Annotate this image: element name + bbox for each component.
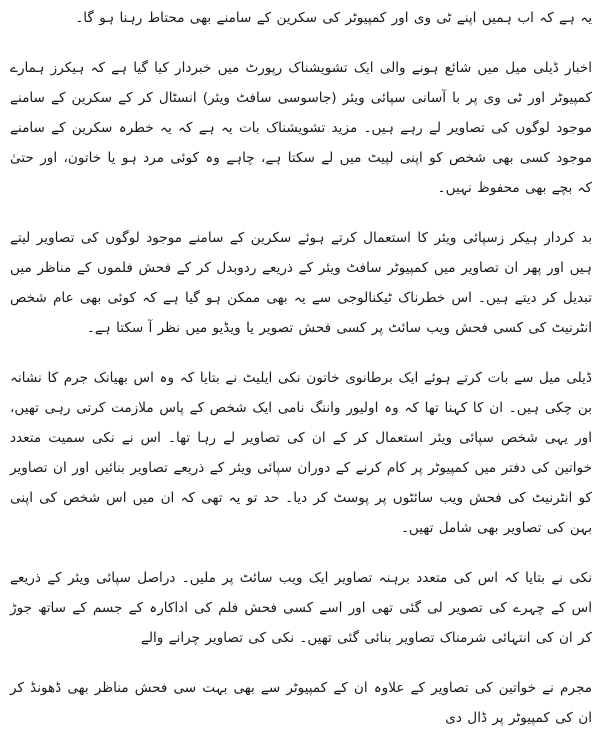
article-paragraph-1: یہ ہے کہ اب ہمیں اپنے ٹی وی اور کمپیوٹر کی سکرین کے سامنے بھی محتاط رہنا ہو گا۔ bbox=[75, 10, 592, 26]
article-paragraph-6: مجرم نے خواتین کی تصاویر کے علاوہ ان کے کمپیوٹر سے بھی بہت سی فحش مناظر بھی ڈھونڈ کر ان کی کمپیوٹر پر ڈال دی bbox=[10, 680, 592, 726]
article-paragraph-5: نکی نے بتایا کہ اس کی متعدد برہنہ تصاویر ایک ویب سائٹ پر ملیں۔ دراصل سپائی ویئر کے ذریعے اس کے چہرے کی تصویر لی گئی تھی اور اسے کسی فحش فلم کی اداکارہ کے جسم کے ساتھ جوڑ کر ان کی انتہائی شرمناک تصاویر بنائی گئی تھیں۔ نکی کی تصاویر چرانے والے bbox=[10, 570, 592, 646]
article-paragraph-4: ڈیلی میل سے بات کرتے ہوئے ایک برطانوی خاتون نکی ایلیٹ نے بتایا کہ وہ اس بھیانک جرم کا نشانہ بن چکی ہیں۔ ان کا کہنا تھا کہ وہ اولیور واننگ نامی ایک شخص کے پاس ملازمت کرتی رہی تھیں، اور یہی شخص سپائی ویئر استعمال کر کے ان کی تصاویر لے رہا تھا۔ اس نے نکی سمیت متعدد خواتین کی دفتر میں کمپیوٹر پر کام کرنے کے دوران سپائی ویئر کے ذریعے تصاویر بنائیں اور ان تصاویر کو انٹرنیٹ کی فحش ویب سائٹوں پر پوسٹ کر دیا۔ حد تو یہ تھی کہ ان میں اس شخص کی اپنی بہن کی تصاویر بھی شامل تھیں۔ bbox=[10, 370, 592, 536]
article-paragraph-2: اخبار ڈیلی میل میں شائع ہونے والی ایک تشویشناک رپورٹ میں خبردار کیا گیا ہے کہ ہیکرز ہمارے کمپیوٹر اور ٹی وی پر با آسانی سپائی ویئر (جاسوسی سافٹ ویئر) انسٹال کر کے سکرین کے سامنے موجود لوگوں کی تصاویر لے رہے ہیں۔ مزید تشویشناک بات یہ ہے کہ یہ خطرہ سکرین کے سامنے موجود کسی بھی شخص کو اپنی لپیٹ میں لے سکتا ہے، چاہے وہ کوئی مرد ہو یا خاتون، اور حتیٰ کہ بچے بھی محفوظ نہیں۔ bbox=[10, 60, 592, 196]
article-body bbox=[0, 3, 600, 726]
article-paragraph-3: بد کردار ہیکر زسپائی ویئر کا استعمال کرتے ہوئے سکرین کے سامنے موجود لوگوں کی تصاویر لیتے ہیں اور پھر ان تصاویر میں کمپیوٹر سافٹ ویئر کے ذریعے ردوبدل کر کے فحش فلموں کے مناظر میں تبدیل کر دیتے ہیں۔ اس خطرناک ٹیکنالوجی سے یہ بھی ممکن ہو گیا ہے کہ کوئی بھی عام شخص انٹرنیٹ کی کسی فحش ویب سائٹ پر کسی فحش تصویر یا ویڈیو میں نظر آ سکتا ہے۔ bbox=[10, 230, 592, 336]
